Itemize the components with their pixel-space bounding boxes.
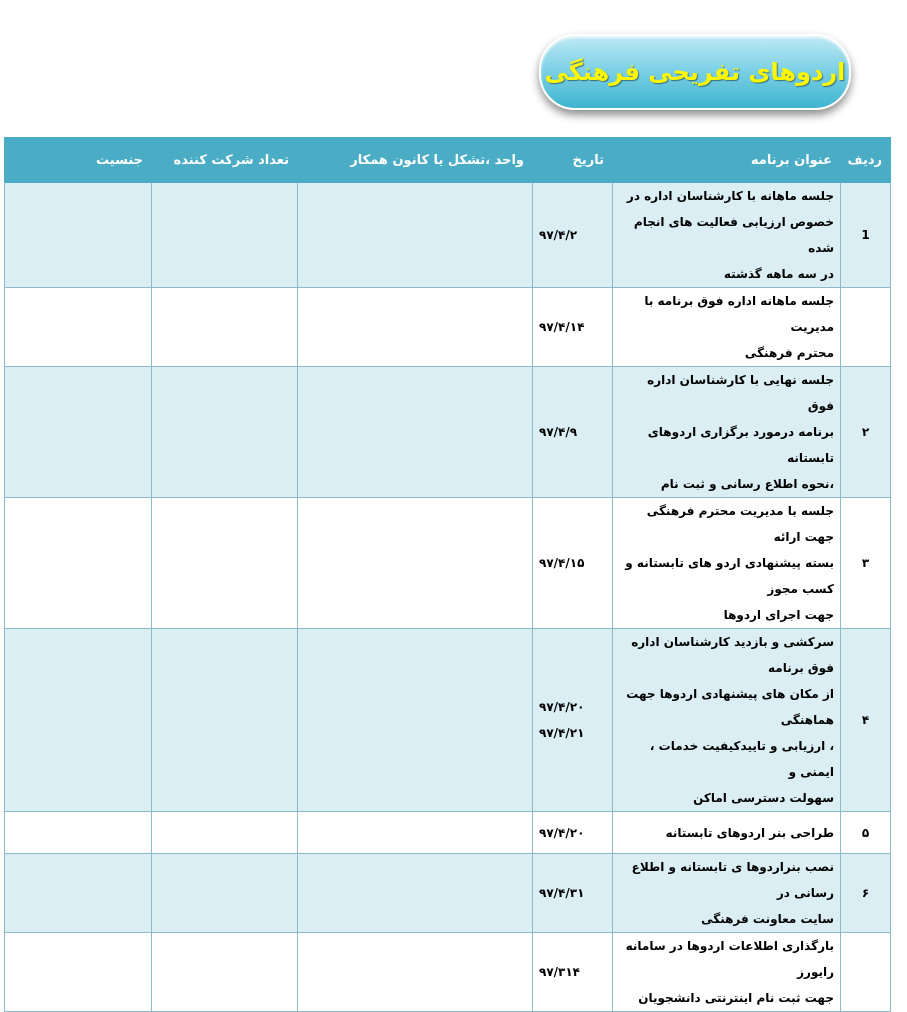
program-title-cell [613, 933, 841, 1012]
header-cell-partner-unit: واحد ،تشکل یا کانون همکار [298, 138, 533, 183]
date-cell [533, 933, 613, 1012]
participants-cell [152, 183, 298, 288]
header-cell-number: ردیف [841, 138, 891, 183]
table-row [5, 183, 891, 288]
program-title-line: سهولت دسترسی اماکن [693, 791, 834, 805]
partner-unit-cell [298, 498, 533, 629]
row-number: 1 [841, 183, 891, 288]
program-title-line: ،نحوه اطلاع رسانی و ثبت نام [660, 477, 834, 491]
date-cell [533, 629, 613, 812]
header-cell-gender: جنسیت [5, 138, 152, 183]
date-cell [533, 288, 613, 367]
row-number [841, 933, 891, 1012]
program-title-line: خصوص ارزیابی فعالیت های انجام شده [633, 215, 834, 255]
gender-cell [5, 183, 152, 288]
date-value: ۹۷/۴/۲ [539, 228, 578, 242]
program-title-line: جلسه با مدیریت محترم فرهنگی جهت ارائه [646, 504, 834, 544]
table-row [5, 288, 891, 367]
program-title-line: سایت معاونت فرهنگی [701, 912, 834, 926]
row-number: ۲ [841, 367, 891, 498]
page-title: اردوهای تفریحی فرهنگی [544, 58, 846, 86]
program-table [4, 137, 891, 1012]
program-title-line: نصب بنراردوها ی تابستانه و اطلاع رسانی در [631, 860, 834, 900]
gender-cell [5, 288, 152, 367]
partner-unit-cell [298, 288, 533, 367]
gender-cell [5, 933, 152, 1012]
header-cell-participants: تعداد شرکت کننده [152, 138, 298, 183]
date-cell [533, 812, 613, 854]
date-value: ۹۷/۴/۱۵ [539, 556, 585, 570]
participants-cell [152, 367, 298, 498]
date-cell [533, 183, 613, 288]
program-title-line: جهت اجرای اردوها [723, 608, 834, 622]
table-row [5, 933, 891, 1012]
participants-cell [152, 854, 298, 933]
date-cell [533, 498, 613, 629]
gender-cell [5, 854, 152, 933]
header-cell-date: تاریخ [533, 138, 613, 183]
date-value: ۹۷/۳۱۴ [539, 965, 581, 979]
program-title-cell [613, 854, 841, 933]
date-value: ۹۷/۴/۲۰ [539, 700, 585, 714]
program-title-line: بارگذاری اطلاعات اردوها در سامانه رایورز [625, 939, 834, 979]
header-cell-program: عنوان برنامه [613, 138, 841, 183]
date-value: ۹۷/۴/۲۰ [539, 825, 585, 840]
table-row [5, 812, 891, 854]
date-value: ۹۷/۴/۲۱ [539, 726, 585, 740]
row-number: ۴ [841, 629, 891, 812]
title-banner [539, 34, 851, 110]
partner-unit-cell [298, 629, 533, 812]
header-row [5, 138, 891, 183]
program-title-cell [613, 629, 841, 812]
date-value: ۹۷/۴/۹ [539, 425, 578, 439]
participants-cell [152, 498, 298, 629]
partner-unit-cell [298, 812, 533, 854]
date-value: ۹۷/۴/۱۴ [539, 320, 585, 334]
program-title-line: سرکشی و بازدید کارشناسان اداره فوق برنامه [631, 635, 834, 675]
partner-unit-cell [298, 367, 533, 498]
participants-cell [152, 288, 298, 367]
participants-cell [152, 933, 298, 1012]
gender-cell [5, 812, 152, 854]
program-title-line: بسته پیشنهادی اردو های تابستانه و کسب مجوز [625, 556, 834, 596]
partner-unit-cell [298, 933, 533, 1012]
program-title-cell [613, 288, 841, 367]
partner-unit-cell [298, 854, 533, 933]
program-title-cell [613, 183, 841, 288]
row-number: ۳ [841, 498, 891, 629]
program-title-line: جلسه ماهانه با کارشناسان اداره در [626, 189, 834, 203]
program-title-line: طراحی بنر اردوهای تابستانه [665, 825, 834, 840]
date-cell [533, 367, 613, 498]
program-title-line: محترم فرهنگی [744, 346, 834, 360]
gender-cell [5, 367, 152, 498]
row-number [841, 288, 891, 367]
program-title-line: برنامه درمورد برگزاری اردوهای تابستانه [647, 425, 834, 465]
program-title-cell [613, 498, 841, 629]
date-cell [533, 854, 613, 933]
table-row [5, 367, 891, 498]
gender-cell [5, 498, 152, 629]
participants-cell [152, 812, 298, 854]
program-title-cell [613, 367, 841, 498]
row-number: ۶ [841, 854, 891, 933]
row-number: ۵ [841, 812, 891, 854]
program-title-line: ، ارزیابی و تاییدکیفیت خدمات ، ایمنی و [649, 739, 834, 779]
participants-cell [152, 629, 298, 812]
program-title-line: در سه ماهه گذشته [723, 267, 834, 281]
gender-cell [5, 629, 152, 812]
table-row [5, 854, 891, 933]
program-title-line: جلسه نهایی با کارشناسان اداره فوق [647, 373, 834, 413]
table-row [5, 498, 891, 629]
program-title-line: جلسه ماهانه اداره فوق برنامه با مدیریت [644, 294, 834, 334]
partner-unit-cell [298, 183, 533, 288]
table-row [5, 629, 891, 812]
program-title-cell [613, 812, 841, 854]
program-title-line: جهت ثبت نام اینترنتی دانشجویان [638, 991, 834, 1005]
date-value: ۹۷/۴/۳۱ [539, 886, 585, 900]
program-title-line: از مکان های پیشنهادی اردوها جهت هماهنگی [626, 687, 834, 727]
